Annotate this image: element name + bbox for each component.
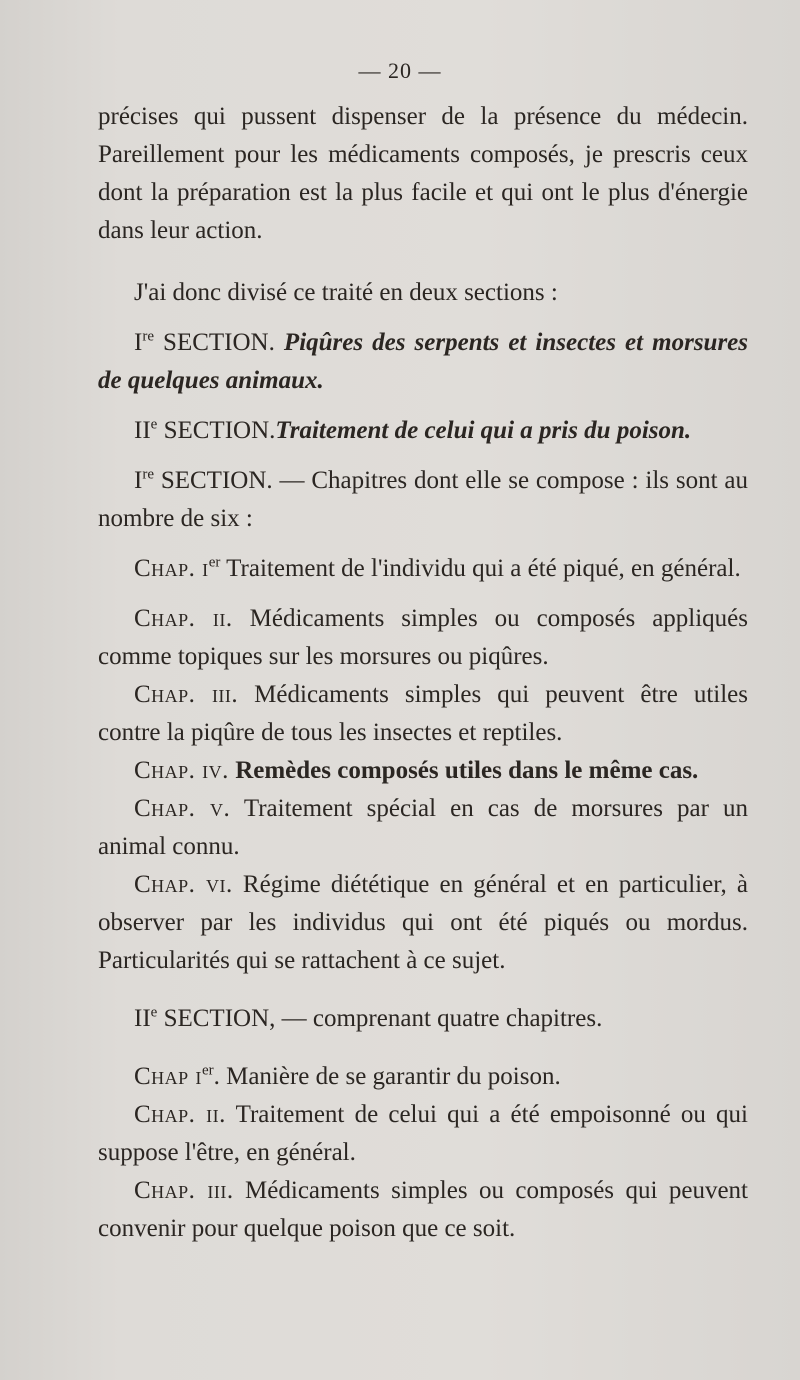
section-word: SECTION. xyxy=(153,329,284,356)
chapter-text: Médicaments simples ou composés qui peuvent convenir pour quelque poison que ce soit. xyxy=(98,1177,748,1242)
ordinal-suffix: re xyxy=(142,328,154,345)
ordinal-suffix: er xyxy=(208,554,221,571)
section-2-heading xyxy=(98,412,748,450)
section-intro-text: SECTION, — comprenant quatre chapitres. xyxy=(157,1005,603,1032)
section-1-heading xyxy=(98,324,748,400)
section-title: Traitement de celui qui a pris du poison. xyxy=(275,417,692,444)
paragraph-intro: précises qui pussent dispenser de la présence du médecin. Pareillement pour les médicaments composés, je prescris ceux dont la préparation est la plus facile et qui ont le plus d'énergie dans leur action. xyxy=(98,103,748,244)
body-text xyxy=(98,98,748,1248)
section-word: SECTION. xyxy=(157,417,276,444)
roman-numeral: I xyxy=(134,329,143,356)
page-number: — 20 — xyxy=(358,58,442,83)
chapter-label: Chap. vi. xyxy=(134,871,233,898)
paragraph-division: J'ai donc divisé ce traité en deux sections : xyxy=(134,279,558,306)
chapter-label: Chap. iii. xyxy=(134,1177,234,1204)
chapter-2-2 xyxy=(98,1096,748,1172)
section-2-contents xyxy=(98,1000,748,1038)
ordinal-suffix: e xyxy=(150,416,158,433)
chapter-text: Remèdes composés utiles dans le même cas. xyxy=(228,757,699,784)
roman-numeral: I xyxy=(134,467,143,494)
ordinal-suffix: e xyxy=(150,1004,158,1021)
roman-numeral: II xyxy=(134,1005,151,1032)
section-1-contents xyxy=(98,462,748,538)
section-intro-text: SECTION. — Chapitres dont elle se compose : ils sont au nombre de six : xyxy=(98,467,748,532)
chapter-2-3 xyxy=(98,1172,748,1248)
chapter-5 xyxy=(98,790,748,866)
chapter-6 xyxy=(98,866,748,980)
ordinal-suffix: er xyxy=(201,1062,214,1079)
chapter-2 xyxy=(98,600,748,676)
section-title: Piqûres des serpents et insectes et morsures de quelques animaux. xyxy=(98,329,749,394)
chapter-text: Traitement de celui qui a été empoisonné ou qui suppose l'être, en général. xyxy=(98,1101,748,1166)
chapter-text: Traitement spécial en cas de morsures par un animal connu. xyxy=(98,795,748,860)
chapter-label: Chap. iii. xyxy=(134,681,239,708)
chapter-label: Chap. ii. xyxy=(134,605,233,632)
chapter-text: Traitement de l'individu qui a été piqué, en général. xyxy=(220,555,741,582)
chapter-label: Chap. iv. xyxy=(134,757,229,784)
chapter-4 xyxy=(98,752,748,790)
chapter-label: Chap i xyxy=(134,1063,202,1090)
chapter-label: Chap. ii. xyxy=(134,1101,226,1128)
roman-numeral: II xyxy=(134,417,151,444)
chapter-text: Médicaments simples qui peuvent être utiles contre la piqûre de tous les insectes et reptiles. xyxy=(98,681,748,746)
ordinal-suffix: re xyxy=(142,466,154,483)
chapter-2-1 xyxy=(98,1058,748,1096)
chapter-text: Régime diététique en général et en particulier, à observer par les individus qui ont été piqués ou mordus. Particularités qui se rattachent à ce sujet. xyxy=(98,871,748,974)
chapter-3 xyxy=(98,676,748,752)
chapter-text: Médicaments simples ou composés appliqués comme topiques sur les morsures ou piqûres. xyxy=(98,605,749,670)
chapter-label: Chap. i xyxy=(134,555,209,582)
chapter-text: . Manière de se garantir du poison. xyxy=(213,1063,561,1090)
chapter-label: Chap. v. xyxy=(134,795,231,822)
chapter-1 xyxy=(98,550,748,588)
